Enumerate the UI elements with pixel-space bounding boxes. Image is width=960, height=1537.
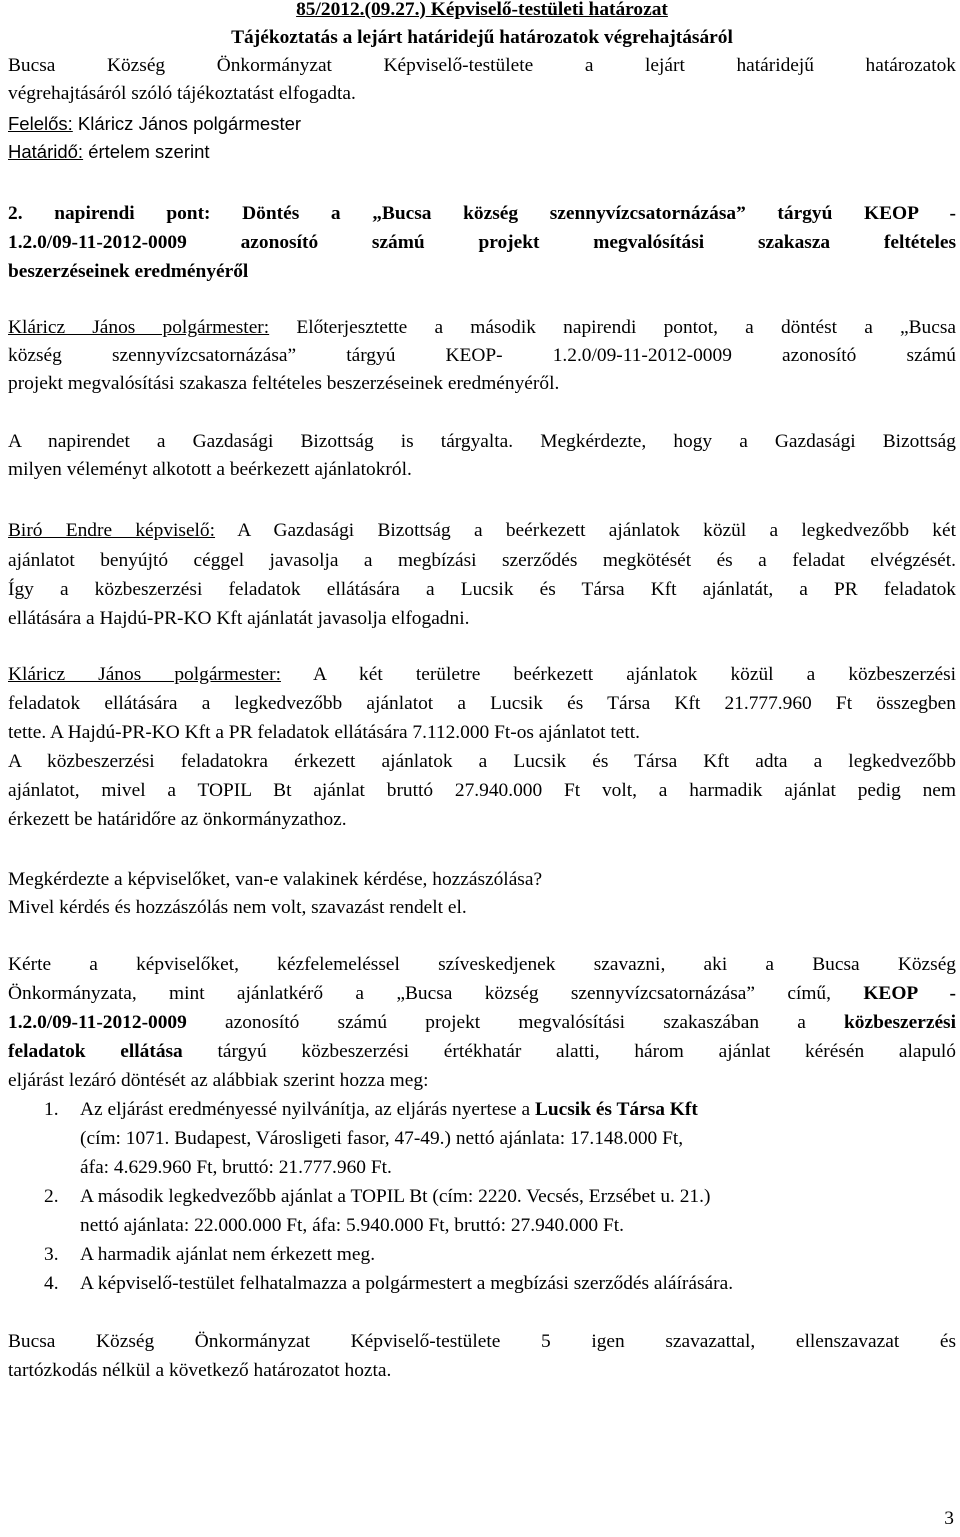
responsible-label: Felelős: [8, 113, 73, 134]
paragraph-line: 1.2.0/09-11-2012-0009 azonosító számú projekt megvalósítási szakaszában a közbeszerzési [8, 1012, 956, 1033]
resolution-text-line: Bucsa Község Önkormányzat Képviselő-testülete a lejárt határidejű határozatok [8, 55, 956, 76]
paragraph-line: tette. A Hajdú-PR-KO Kft a PR feladatok ellátására 7.112.000 Ft-os ajánlatot tett. [8, 722, 641, 743]
paragraph-line: község szennyvízcsatornázása” tárgyú KEOP- 1.2.0/09-11-2012-0009 azonosító számú [8, 345, 956, 366]
paragraph-line: milyen véleményt alkotott a beérkezett ajánlatokról. [8, 459, 412, 480]
list-number: 3. [44, 1244, 59, 1265]
paragraph-line: eljárást lezáró döntését az alábbiak szerint hozza meg: [8, 1070, 429, 1091]
speaker-name: Kláricz János polgármester: [8, 664, 281, 685]
responsible-value: Kláricz János polgármester [72, 113, 302, 134]
paragraph-line: feladatok ellátása tárgyú közbeszerzési értékhatár alatti, három ajánlat kérésén alapuló [8, 1041, 956, 1062]
agenda-heading-line: 2. napirendi pont: Döntés a „Bucsa község szennyvízcsatornázása” tárgyú KEOP - [8, 203, 956, 224]
resolution-title-text: Képviselő-testületi határozat [425, 0, 668, 20]
speaker-name: Kláricz János polgármester: [8, 317, 270, 338]
list-number: 2. [44, 1186, 59, 1207]
paragraph-line: projekt megvalósítási szakasza feltételes beszerzéseinek eredményéről. [8, 373, 560, 394]
speaker-name: Biró Endre képviselő: [8, 520, 216, 541]
page-number: 3 [944, 1508, 954, 1529]
paragraph-line: tartózkodás nélkül a következő határozatot hozta. [8, 1360, 392, 1381]
paragraph-line: Bucsa Község Önkormányzat Képviselő-testülete 5 igen szavazattal, ellenszavazat és [8, 1331, 956, 1352]
paragraph-line: ellátására a Hajdú-PR-KO Kft ajánlatát javasolja elfogadni. [8, 608, 470, 629]
resolution-number: 85/2012.(09.27.) [296, 0, 426, 20]
resolution-text-line: végrehajtásáról szóló tájékoztatást elfogadta. [8, 83, 356, 104]
agenda-heading-line: 1.2.0/09-11-2012-0009 azonosító számú projekt megvalósítási szakasza feltételes [8, 232, 956, 253]
list-item: 3. A harmadik ajánlat nem érkezett meg. [8, 1241, 956, 1269]
paragraph-line: Kérte a képviselőket, kézfelemeléssel szíveskedjenek szavazni, aki a Bucsa Község [8, 954, 956, 975]
paragraph-line: Kláricz János polgármester: Előterjesztette a második napirendi pontot, a döntést a „Bucsa [8, 317, 956, 338]
list-item-line: áfa: 4.629.960 Ft, bruttó: 21.777.960 Ft. [80, 1157, 392, 1178]
deadline-value: értelem szerint [83, 141, 210, 162]
resolution-title [8, 0, 956, 24]
paragraph-line: Önkormányzata, mint ajánlatkérő a „Bucsa község szennyvízcsatornázása” című, KEOP - [8, 983, 956, 1004]
paragraph-line: A napirendet a Gazdasági Bizottság is tárgyalta. Megkérdezte, hogy a Gazdasági Bizottság [8, 431, 956, 452]
list-number: 1. [44, 1099, 59, 1120]
resolution-subtitle: Tájékoztatás a lejárt határidejű határozatok végrehajtásáról [231, 27, 733, 48]
list-item: 4. A képviselő-testület felhatalmazza a polgármestert a megbízási szerződés aláírására. [8, 1270, 956, 1298]
list-item-line: nettó ajánlata: 22.000.000 Ft, áfa: 5.940.000 Ft, bruttó: 27.940.000 Ft. [80, 1215, 624, 1236]
responsible-line [8, 110, 956, 138]
deadline-label: Határidő: [8, 141, 84, 162]
list-number: 4. [44, 1273, 59, 1294]
paragraph-line: A közbeszerzési feladatokra érkezett ajánlatok a Lucsik és Társa Kft adta a legkedvezőbb [8, 751, 956, 772]
paragraph-line: érkezett be határidőre az önkormányzathoz. [8, 809, 347, 830]
paragraph-line: Biró Endre képviselő: A Gazdasági Bizottság a beérkezett ajánlatok közül a legkedvezőbb két [8, 520, 956, 541]
paragraph-line: Mivel kérdés és hozzászólás nem volt, szavazást rendelt el. [8, 897, 467, 918]
paragraph-line: Megkérdezte a képviselőket, van-e valakinek kérdése, hozzászólása? [8, 869, 543, 890]
paragraph-line: ajánlatot benyújtó céggel javasolja a megbízási szerződés megkötését és a feladat elvégzését. [8, 550, 956, 571]
list-item-line: (cím: 1071. Budapest, Városligeti fasor, 47-49.) nettó ajánlata: 17.148.000 Ft, [80, 1128, 684, 1149]
list-item: 2. A második legkedvezőbb ajánlat a TOPIL Bt (cím: 2220. Vecsés, Erzsébet u. 21.) [8, 1183, 956, 1211]
deadline-line [8, 138, 956, 166]
paragraph-line: ajánlatot, mivel a TOPIL Bt ajánlat bruttó 27.940.000 Ft volt, a harmadik ajánlat pedig nem [8, 780, 956, 801]
paragraph-line: Kláricz János polgármester: A két területre beérkezett ajánlatok közül a közbeszerzési [8, 664, 957, 685]
agenda-heading-line: beszerzéseinek eredményéről [8, 261, 249, 282]
list-item: 1. Az eljárást eredményessé nyilvánítja, az eljárás nyertese a Lucsik és Társa Kft [8, 1096, 956, 1124]
paragraph-line: Így a közbeszerzési feladatok ellátására a Lucsik és Társa Kft ajánlatát, a PR feladatok [8, 579, 956, 600]
paragraph-line: feladatok ellátására a legkedvezőbb ajánlatot a Lucsik és Társa Kft 21.777.960 Ft összegben [8, 693, 956, 714]
